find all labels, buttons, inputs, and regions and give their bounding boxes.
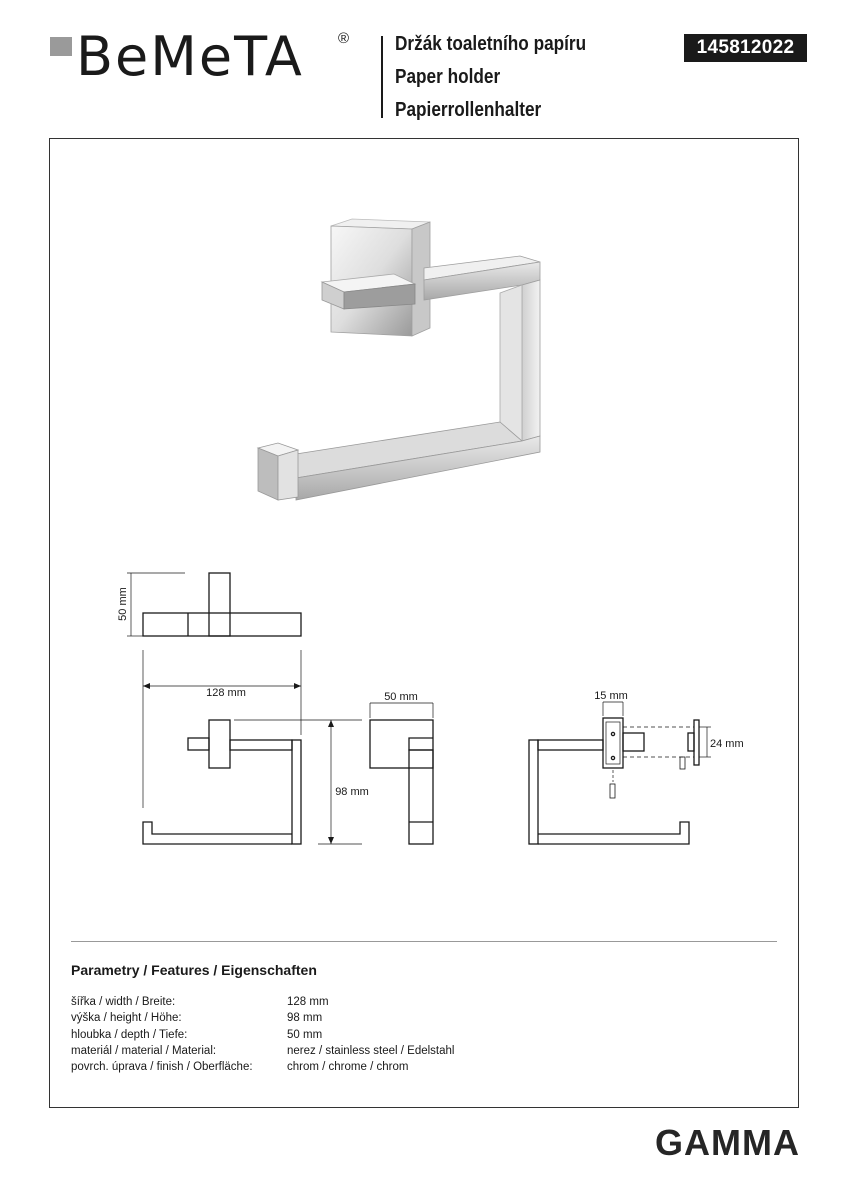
feature-label: šířka / width / Breite: <box>71 996 176 1008</box>
feature-label: povrch. úprava / finish / Oberfläche: <box>71 1061 253 1074</box>
feature-value: chrom / chrome / chrom <box>287 1061 409 1074</box>
dim-mount-offset: 15 mm <box>594 690 628 702</box>
series-name: GAMMA <box>655 1122 800 1163</box>
title-cs: Držák toaletního papíru <box>395 33 587 55</box>
top-view <box>127 573 301 636</box>
mounting-view <box>529 702 711 844</box>
feature-value: 98 mm <box>287 1012 323 1025</box>
product-code-badge: 145812022 <box>684 34 807 62</box>
brand-logo: BeMeTA <box>76 25 304 88</box>
height-dimension <box>234 720 362 844</box>
features-title: Parametry / Features / Eigenschaften <box>71 962 317 978</box>
feature-label: materiál / material / Material: <box>71 1044 217 1057</box>
dim-height-top-view: 50 mm <box>117 587 129 621</box>
front-view <box>143 650 301 844</box>
side-view <box>370 703 433 844</box>
dim-width: 128 mm <box>206 687 246 699</box>
feature-label: výška / height / Höhe: <box>71 1012 182 1025</box>
dim-height: 98 mm <box>335 786 369 798</box>
feature-value: 50 mm <box>287 1028 323 1041</box>
registered-mark: ® <box>338 30 350 47</box>
section-divider <box>71 941 777 942</box>
feature-label: hloubka / depth / Tiefe: <box>71 1028 188 1041</box>
feature-value: nerez / stainless steel / Edelstahl <box>287 1044 455 1057</box>
feature-value: 128 mm <box>287 996 329 1008</box>
dim-depth: 50 mm <box>384 691 418 703</box>
dim-plate-size: 24 mm <box>710 738 744 750</box>
title-de: Papierrollenhalter <box>395 99 542 121</box>
title-en: Paper holder <box>395 66 501 88</box>
product-render <box>258 219 540 500</box>
